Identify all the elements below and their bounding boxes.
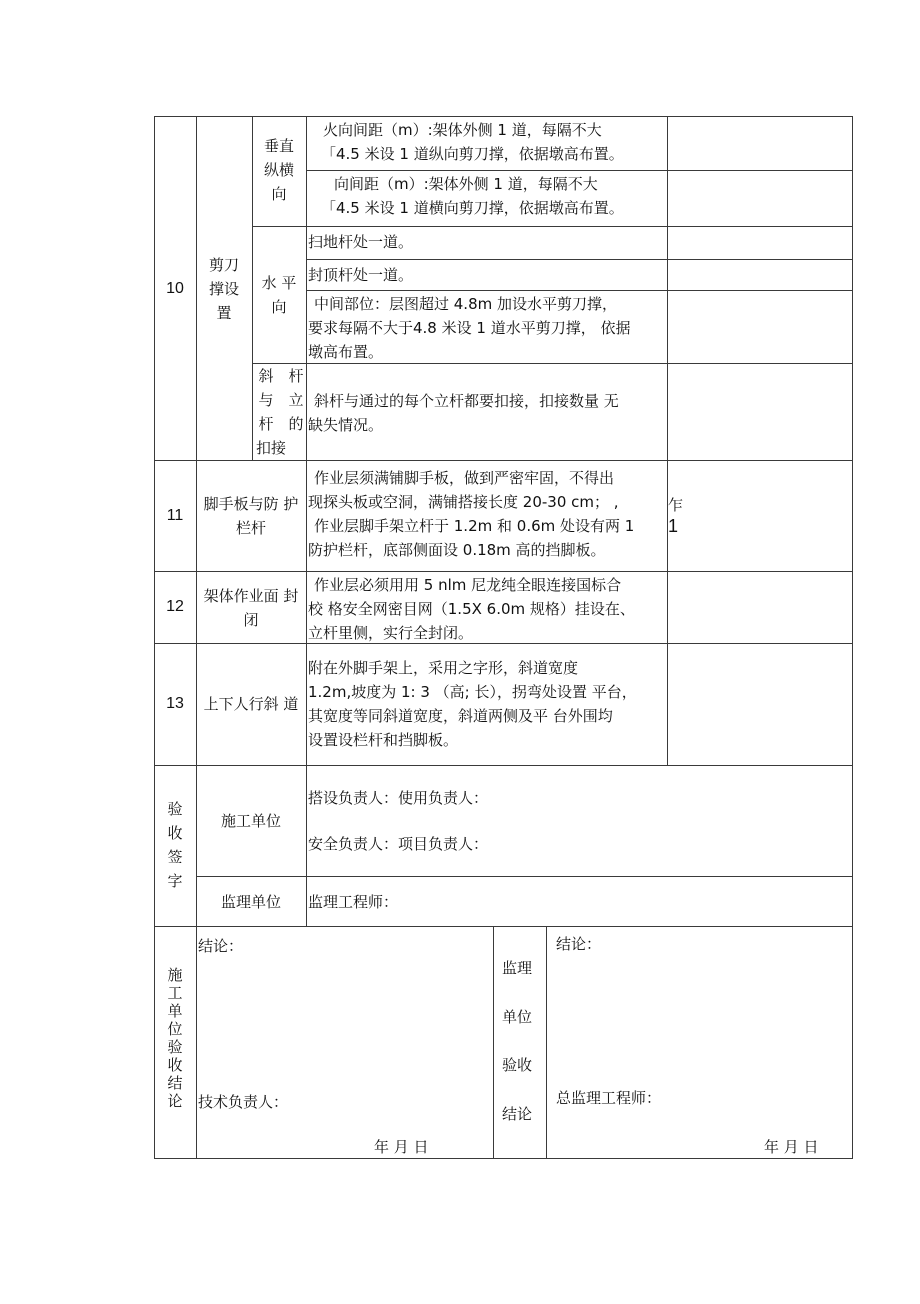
row12-text: 作业层必须用用 5 nlm 尼龙纯全眼连接国标合 校 格安全网密目网（1.5X 6.0m 规格）挂设在、 立杆里侧，实行全封闭。 xyxy=(308,576,635,642)
grid-line xyxy=(493,926,494,1159)
vertical-longitudinal-text: 火向间距（m）:架体外侧 1 道，每隔不大 「4.5 米设 1 道纵向剪刀撑，依据墩高布置。 xyxy=(321,121,624,163)
grid-line xyxy=(306,116,307,927)
grid-line xyxy=(306,259,853,260)
row11-side-note-2: 1 xyxy=(668,516,679,536)
grid-line xyxy=(667,116,668,766)
table-border-bottom xyxy=(154,1158,853,1159)
table-border-top xyxy=(154,116,853,117)
construction-signers-1: 搭设负责人：使用负责人： xyxy=(308,789,489,807)
row-number-12: 12 xyxy=(166,598,184,615)
grid-line xyxy=(154,460,853,461)
vertical-label: 垂直 纵横 向 xyxy=(263,137,294,203)
diagonal-text: 斜杆与通过的每个立杆都要扣接，扣接数量 无 缺失情况。 xyxy=(308,392,619,434)
technical-lead-signature: 技术负责人： xyxy=(198,1093,289,1111)
grid-line xyxy=(154,571,853,572)
row12-category: 架体作业面 封 闭 xyxy=(203,587,299,629)
chief-engineer-signature: 总监理工程师： xyxy=(556,1089,662,1107)
grid-line xyxy=(546,926,547,1159)
grid-line xyxy=(196,116,197,1159)
horizontal-sweep-text: 扫地杆处一道。 xyxy=(308,233,414,251)
supervision-engineer: 监理工程师： xyxy=(308,893,399,911)
horizontal-top-text: 封顶杆处一道。 xyxy=(308,266,414,284)
horizontal-middle-text: 中间部位：层图超过 4.8m 加设水平剪刀撑， 要求每隔不大于4.8 米设 1 道水平剪刀撑， 依据 墩高布置。 xyxy=(308,295,631,361)
construction-date: 年 月 日 xyxy=(374,1138,429,1156)
grid-line xyxy=(306,290,853,291)
supervision-conclusion-label: 监理 单位 验收 结论 xyxy=(502,959,533,1123)
vertical-transverse-text: 向间距（m）:架体外侧 1 道，每隔不大 「4.5 米设 1 道横向剪刀撑，依据墩高布置。 xyxy=(321,175,624,217)
construction-signers-2: 安全负责人：项目负责人： xyxy=(308,835,489,853)
grid-line xyxy=(306,170,853,171)
row-number-10: 10 xyxy=(166,280,184,297)
row11-side-note: 乍 xyxy=(668,496,684,514)
construction-unit-label: 施工单位 xyxy=(220,812,281,830)
row-number-13: 13 xyxy=(166,695,184,712)
conclusion-label: 施 工 单 位 验 收 结 论 xyxy=(167,966,183,1110)
horizontal-label: 水 平 向 xyxy=(261,274,297,316)
construction-conclusion-title: 结论： xyxy=(198,937,244,955)
table-border-right xyxy=(852,116,853,1159)
grid-line xyxy=(196,876,853,877)
grid-line xyxy=(252,226,853,227)
row10-category: 剪刀 撑设 置 xyxy=(208,256,239,322)
grid-line xyxy=(252,116,253,461)
supervision-date: 年 月 日 xyxy=(764,1138,819,1156)
grid-line xyxy=(154,765,853,766)
row13-category: 上下人行斜 道 xyxy=(203,695,299,713)
supervision-conclusion-title: 结论： xyxy=(556,935,602,953)
grid-line xyxy=(154,926,853,927)
row13-text: 附在外脚手架上，采用之字形，斜道宽度 1.2m,坡度为 1: 3 （高; 长），拐弯处设置 平台， 其宽度等同斜道宽度，斜道两侧及平 台外围均 设置设栏杆和挡脚板。 xyxy=(308,659,637,749)
signature-label: 验 收 签 字 xyxy=(167,800,183,890)
row-number-11: 11 xyxy=(166,507,184,524)
row11-text: 作业层须满铺脚手板，做到严密牢固，不得出 现探头板或空洞，满铺搭接长度 20-30 cm； , 作业层脚手架立杆于 1.2m 和 0.6m 处设有两 1 防护栏杆，底部侧面设 0.18m 高的挡脚板。 xyxy=(308,469,635,559)
supervision-unit-label: 监理单位 xyxy=(220,893,281,911)
row11-category: 脚手板与防 护 栏杆 xyxy=(203,495,299,537)
diagonal-label: 斜 杆 与 立 杆 的 扣接 xyxy=(256,367,304,457)
